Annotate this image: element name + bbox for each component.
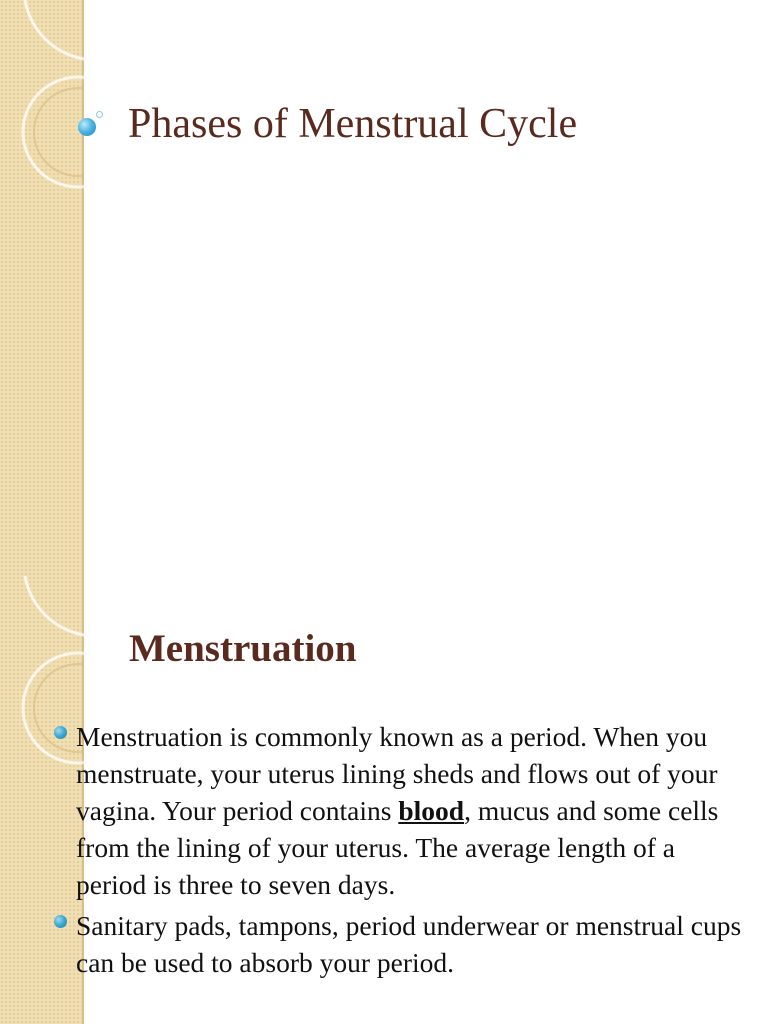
decorative-circles — [0, 0, 84, 576]
decorative-side-stripe — [0, 0, 84, 576]
title-bullet-small-icon — [96, 111, 103, 118]
bullet-list — [54, 718, 744, 985]
slide-2 — [0, 576, 768, 1024]
section-title: Menstruation — [129, 627, 357, 670]
slide-title: Phases of Menstrual Cycle — [128, 101, 578, 147]
list-item — [54, 718, 744, 903]
bullet-icon — [54, 726, 67, 739]
bullet-text: Sanitary pads, tampons, period underwear or menstrual cups can be used to absorb your period. — [76, 910, 742, 978]
bullet-text-start: Menstruation is commonly known as a period. When you menstruate, your uterus lining sheds and flows out of your vagina. Your period contains — [76, 721, 718, 826]
bullet-bold-word: blood — [398, 795, 465, 826]
list-item — [54, 907, 744, 981]
bullet-icon — [54, 915, 67, 928]
title-bullet-icon — [78, 118, 96, 136]
bullet-text-end: , mucus and some cells from the lining of your uterus. The average length of a period is three to seven days. — [76, 795, 719, 900]
